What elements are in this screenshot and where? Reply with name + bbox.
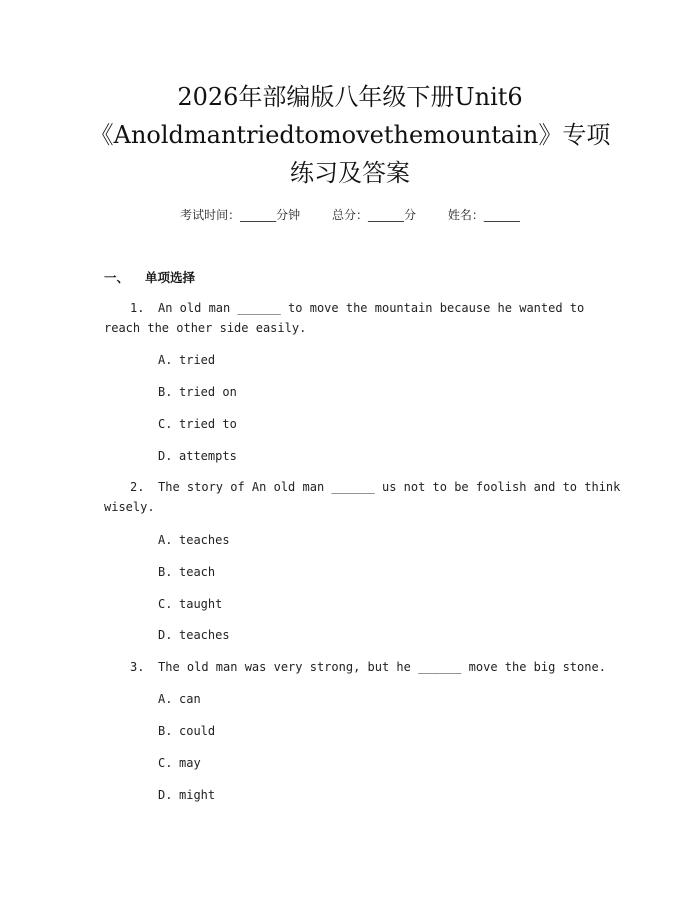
- question-3: [104, 657, 624, 677]
- question-1-option-b: B. tried on: [158, 385, 237, 399]
- exam-meta: [0, 206, 700, 223]
- section-heading: [104, 268, 195, 286]
- question-number: 3.: [130, 660, 145, 674]
- question-text-line-1: The story of An old man ______ us not to be foolish and to think: [158, 480, 621, 494]
- title-line-3: 练习及答案: [290, 159, 410, 187]
- question-1-option-d: D. attempts: [158, 449, 237, 463]
- question-1-option-a: A. tried: [158, 353, 216, 367]
- title-line-1: 2026年部编版八年级下册Unit6: [177, 83, 523, 111]
- title-line-2: 《Anoldmantriedtomovethemountain》专项: [89, 121, 611, 149]
- question-3-option-b: B. could: [158, 724, 216, 738]
- exam-time-field: 考试时间：______分钟: [180, 208, 301, 222]
- question-2-option-c: C. taught: [158, 597, 223, 611]
- question-2-option-d: D. teaches: [158, 628, 230, 642]
- question-2: [104, 477, 624, 517]
- document-title: [60, 78, 640, 192]
- section-number: 一、: [104, 270, 130, 285]
- question-3-option-d: D. might: [158, 788, 216, 802]
- question-2-option-a: A. teaches: [158, 533, 230, 547]
- total-score-field: 总分：______分: [331, 208, 416, 222]
- question-text-line-2: reach the other side easily.: [104, 321, 307, 335]
- question-3-option-a: A. can: [158, 692, 201, 706]
- question-1: [104, 298, 604, 338]
- question-2-option-b: B. teach: [158, 565, 216, 579]
- student-name-field: 姓名：______: [447, 208, 520, 222]
- question-1-option-c: C. tried to: [158, 417, 237, 431]
- question-text-line-1: The old man was very strong, but he ______ move the big stone.: [158, 660, 606, 674]
- question-number: 1.: [130, 301, 145, 315]
- question-text-line-2: wisely.: [104, 500, 155, 514]
- question-3-option-c: C. may: [158, 756, 201, 770]
- question-number: 2.: [130, 480, 145, 494]
- question-text-line-1: An old man ______ to move the mountain because he wanted to: [158, 301, 585, 315]
- section-title: 单项选择: [145, 270, 196, 285]
